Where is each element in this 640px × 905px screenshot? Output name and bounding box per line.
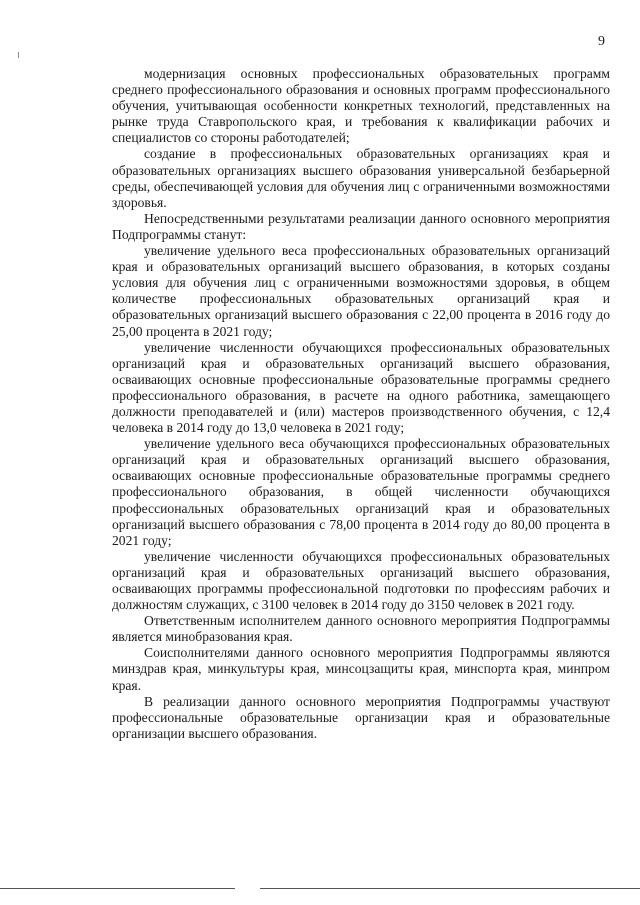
footer-rule-right: [260, 888, 640, 889]
paragraph-modernization: модернизация основных профессиональных образовательных программ среднего профессионального образования и основных программ профессионального обучения, учитывающая особенности конкретных технологий, представленных на рынке труда Ставропольского края, и требования к квалификации рабочих и специалистов со стороны работодателей;: [112, 66, 610, 146]
document-body: [112, 66, 610, 742]
paragraph-result-3: увеличение удельного веса обучающихся профессиональных образовательных организаций края и образовательных организаций высшего образования, осваивающих основные профессиональные образовательные программы среднего профессионального образования, в общей численности обучающихся профессиональных образовательных организаций края и образовательных организаций высшего образования с 78,00 процента в 2014 году до 80,00 процента в 2021 году;: [112, 436, 610, 548]
footer-rule-left: [0, 888, 235, 889]
margin-mark: [18, 52, 19, 58]
paragraph-barrier-free: создание в профессиональных образовательных организациях края и образовательных организациях высшего образования универсальной безбарьерной среды, обеспечивающей условия для обучения лиц с ограниченными возможностями здоровья.: [112, 146, 610, 210]
paragraph-responsible: Ответственным исполнителем данного основного мероприятия Подпрограммы является минобразования края.: [112, 613, 610, 645]
paragraph-result-4: увеличение численности обучающихся профессиональных образовательных организаций края и образовательных организаций высшего образования, осваивающих программы профессиональной подготовки по профессиям рабочих и должностям служащих, с 3100 человек в 2014 году до 3150 человек в 2021 году.: [112, 548, 610, 613]
page-number: 9: [598, 34, 605, 49]
paragraph-participants: В реализации данного основного мероприятия Подпрограммы участвуют профессиональные образовательные организации края и образовательные организации высшего образования.: [112, 693, 610, 741]
paragraph-co-executors: Соисполнителями данного основного мероприятия Подпрограммы являются минздрав края, минкультуры края, минсоцзащиты края, минспорта края, минпром края.: [112, 645, 610, 693]
paragraph-result-2: увеличение численности обучающихся профессиональных образовательных организаций края и образовательных организаций высшего образования, осваивающих основные профессиональные образовательные программы среднего профессионального образования, в расчете на одного работника, замещающего должности преподавателей и (или) мастеров производственного обучения, с 12,4 человека в 2014 году до 13,0 человека в 2021 году;: [112, 339, 610, 436]
paragraph-results-intro: Непосредственными результатами реализации данного основного мероприятия Подпрограммы станут:: [112, 210, 610, 242]
paragraph-result-1: увеличение удельного веса профессиональных образовательных организаций края и образовательных организаций высшего образования, в которых созданы условия для обучения лиц с ограниченными возможностями здоровья, в общем количестве профессиональных образовательных организаций края и образовательных организаций высшего образования с 22,00 процента в 2016 году до 25,00 процента в 2021 году;: [112, 243, 610, 339]
